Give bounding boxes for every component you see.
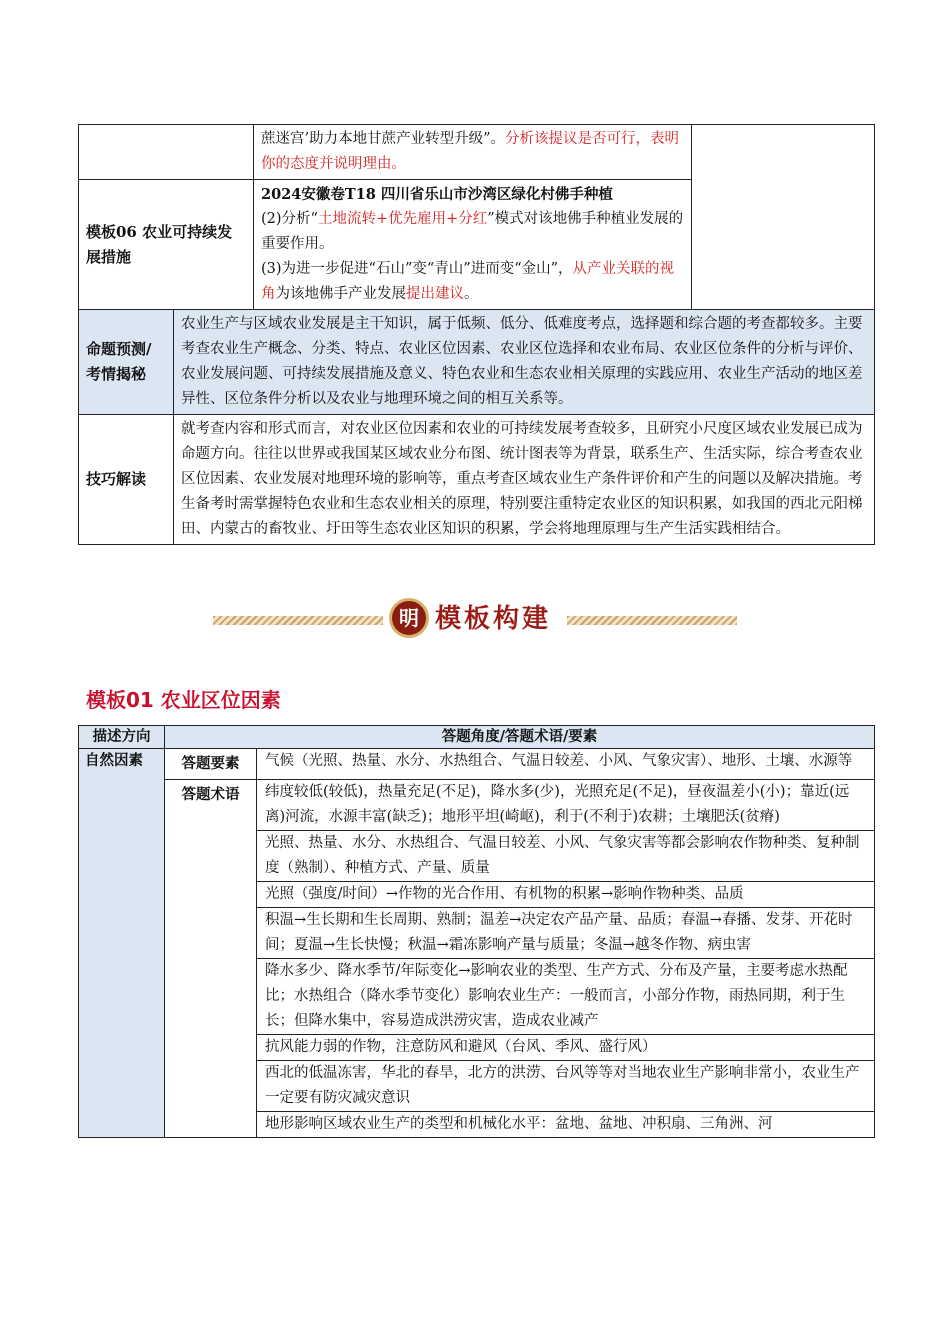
term-item: 积温→生长期和生长周期、熟制；温差→决定农产品产量、品质；春温→春播、发芽、开花时间；夏温→生长快慢；秋温→霜冻影响产量与质量；冬温→越冬作物、病虫害 xyxy=(257,908,875,959)
exam-strategy-table xyxy=(78,124,875,545)
elements-label: 答题要素 xyxy=(165,749,257,780)
case-cell xyxy=(254,180,692,310)
table-row xyxy=(79,125,875,180)
banner-stripe-right xyxy=(567,616,737,625)
term-item: 光照（强度/时间）→作物的光合作用、有机物的积累→影响作物种类、品质 xyxy=(257,882,875,908)
forecast-label: 命题预测/考情揭秘 xyxy=(79,310,174,415)
section-banner xyxy=(213,596,737,644)
terms-label: 答题术语 xyxy=(165,780,257,1138)
technique-text: 就考查内容和形式而言，对农业区位因素和农业的可持续发展考查较多，且研究小尺度区域农业发展已成为命题方向。往往以世界或我国某区域农业分布图、统计图表等为背景，联系生产、生活实际，综合考查农业区位因素、农业发展对地理环境的影响等，重点考查区域农业生产条件评价和产生的问题以及解决措施。考生备考时需掌握特色农业和生态农业相关的原理，特别要注重特定农业区的知识积累，如我国的西北元阳梯田、内蒙古的畜牧业、圩田等生态农业区知识的积累，学会将地理原理与生产生活实践相结合。 xyxy=(174,415,875,545)
question-requirement: 分析该提议是否可行，表明你的态度并说明理由。 xyxy=(261,131,680,172)
question-3: (3)为进一步促进“石山”变“青山”进而变“金山”，从产业关联的视角为该地佛手产业发展提出建议。 xyxy=(261,261,675,302)
empty-cell xyxy=(79,125,254,180)
elements-text: 气候（光照、热量、水分、水热组合、气温日较差、小风、气象灾害）、地形、土壤、水源等 xyxy=(257,749,875,780)
case-title: 2024安徽卷T18 四川省乐山市沙湾区绿化村佛手种植 xyxy=(261,186,613,203)
term-item: 抗风能力弱的作物，注意防风和避风（台风、季风、盛行风） xyxy=(257,1035,875,1061)
term-item: 西北的低温冻害，华北的春旱，北方的洪涝、台风等等对当地农业生产影响非常小，农业生产一定要有防灾减灾意识 xyxy=(257,1061,875,1112)
header-angle: 答题角度/答题术语/要素 xyxy=(165,726,875,749)
question-2: (2)分析“土地流转+优先雇用+分红”模式对该地佛手种植业发展的重要作用。 xyxy=(261,211,684,252)
question-text: 蔗迷宫’助力本地甘蔗产业转型升级”。 xyxy=(261,131,506,147)
technique-label: 技巧解读 xyxy=(79,415,174,545)
table-row xyxy=(79,310,875,415)
table-row xyxy=(79,780,875,831)
template-label: 模板06 农业可持续发展措施 xyxy=(79,180,254,310)
forecast-text: 农业生产与区域农业发展是主干知识，属于低频、低分、低难度考点，选择题和综合题的考查都较多。主要考查农业生产概念、分类、特点、农业区位因素、农业区位选择和农业布局、农业区位条件的分析与评价、农业发展问题、可持续发展措施及意义、特色农业和生态农业相关原理的实践应用、农业生产活动的地区差异性、区位条件分析以及农业与地理环境之间的相互关系等。 xyxy=(174,310,875,415)
table-header-row xyxy=(79,726,875,749)
category-natural: 自然因素 xyxy=(79,749,165,1138)
question-cell xyxy=(254,125,692,180)
banner-badge: 明 xyxy=(389,598,429,638)
table-row xyxy=(79,749,875,780)
banner-stripe-left xyxy=(213,616,383,625)
empty-cell xyxy=(692,125,875,310)
table-row xyxy=(79,415,875,545)
term-item: 降水多少、降水季节/年际变化→影响农业的类型、生产方式、分布及产量，主要考虑水热配比；水热组合（降水季节变化）影响农业生产：一般而言，小部分作物，雨热同期，利于生长；但降水集中，容易造成洪涝灾害，造成农业减产 xyxy=(257,959,875,1035)
section-heading: 模板01 农业区位因素 xyxy=(86,688,281,712)
term-item: 光照、热量、水分、水热组合、气温日较差、小风、气象灾害等都会影响农作物种类、复种制度（熟制）、种植方式、产量、质量 xyxy=(257,831,875,882)
term-item: 地形影响区域农业生产的类型和机械化水平：盆地、盆地、冲积扇、三角洲、河 xyxy=(257,1112,875,1138)
location-factors-table xyxy=(78,725,875,1138)
header-direction: 描述方向 xyxy=(79,726,165,749)
term-item: 纬度较低(较低)，热量充足(不足)，降水多(少)，光照充足(不足)，昼夜温差小(小)；靠近(远离)河流，水源丰富(缺乏)；地形平坦(崎岖)，利于(不利于)农耕；土壤肥沃(贫瘠) xyxy=(257,780,875,831)
banner-title: 模板构建 xyxy=(435,604,552,634)
